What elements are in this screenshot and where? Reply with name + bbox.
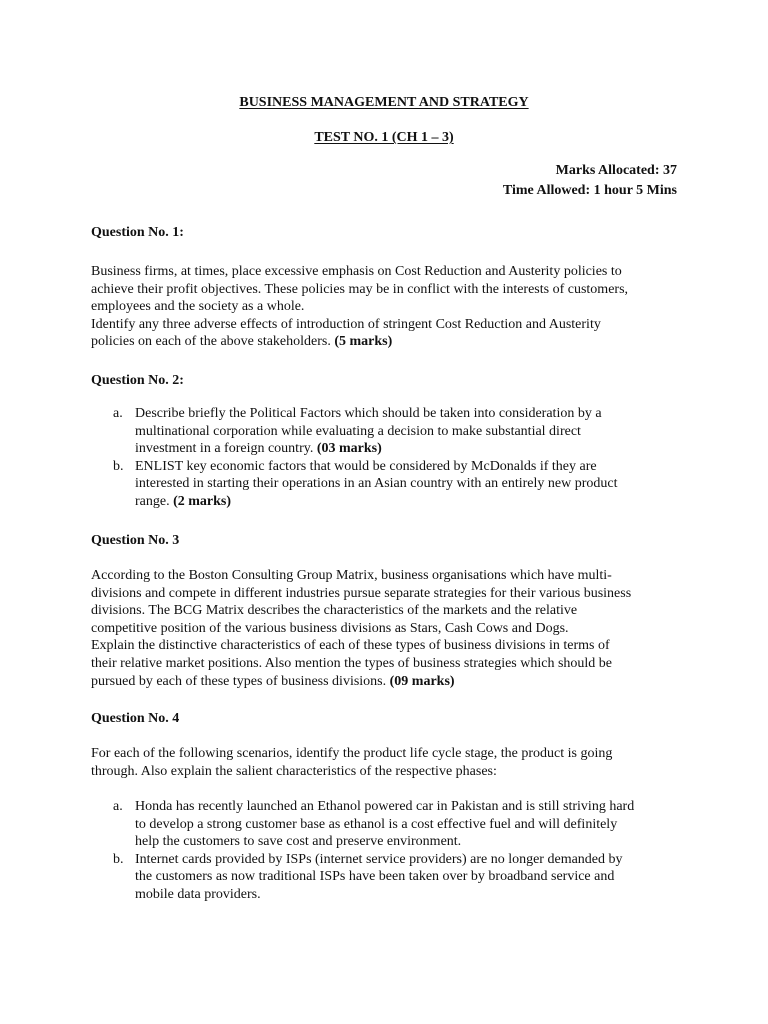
question-3-line: their relative market positions. Also mention the types of business strategies which should be	[91, 655, 613, 671]
question-1-body	[91, 263, 681, 351]
question-3-line	[91, 673, 681, 691]
question-4-line: For each of the following scenarios, identify the product life cycle stage, the product is going	[91, 746, 613, 761]
question-2b-marks: (2 marks)	[173, 493, 232, 509]
question-4-body	[91, 745, 681, 780]
question-1-heading: Question No. 1:	[91, 225, 184, 240]
list-marker: a.	[113, 406, 123, 421]
question-2-item-b	[113, 458, 673, 511]
question-4-item-b	[113, 851, 673, 904]
time-allowed: Time Allowed: 1 hour 5 Mins	[502, 183, 677, 198]
test-number: TEST NO. 1 (CH 1 – 3)	[314, 130, 454, 145]
question-3-line: According to the Boston Consulting Group Matrix, business organisations which have multi-	[91, 568, 612, 583]
list-marker: b.	[113, 458, 124, 474]
question-3-line: competitive position of the various business divisions as Stars, Cash Cows and Dogs.	[91, 620, 569, 636]
question-2a-line: multinational corporation while evaluating a decision to make substantial direct	[135, 423, 581, 439]
marks-allocated: Marks Allocated: 37	[555, 163, 677, 178]
question-3-line: Explain the distinctive characteristics of each of these types of business divisions in terms of	[91, 638, 610, 654]
question-3-line: divisions. The BCG Matrix describes the characteristics of the markets and the relative	[91, 603, 578, 619]
question-4-heading: Question No. 4	[91, 711, 180, 726]
question-1-line: Identify any three adverse effects of introduction of stringent Cost Reduction and Austerity	[91, 316, 601, 332]
question-2a-line	[135, 440, 673, 458]
question-1-line: Business firms, at times, place excessive emphasis on Cost Reduction and Austerity policies to	[91, 264, 622, 279]
question-2b-line	[135, 493, 673, 511]
question-2-heading: Question No. 2:	[91, 373, 184, 388]
question-2-item-a	[113, 405, 673, 458]
question-1-marks: (5 marks)	[334, 334, 393, 350]
question-2-list	[113, 405, 673, 511]
list-marker: b.	[113, 851, 124, 867]
question-1-text: policies on each of the above stakeholders.	[91, 334, 335, 350]
document-title: BUSINESS MANAGEMENT AND STRATEGY	[239, 95, 529, 110]
question-4-list	[113, 798, 673, 904]
question-2a-text: investment in a foreign country.	[135, 441, 317, 457]
question-3-text: pursued by each of these types of business divisions.	[91, 673, 390, 689]
list-marker: a.	[113, 799, 123, 814]
question-4-line: through. Also explain the salient characteristics of the respective phases:	[91, 763, 497, 779]
question-3-line: divisions and compete in different industries pursue separate strategies for their various business	[91, 585, 632, 601]
question-3-heading: Question No. 3	[91, 533, 180, 548]
question-2a-line: Describe briefly the Political Factors which should be taken into consideration by a	[135, 406, 602, 421]
question-3-marks: (09 marks)	[389, 673, 455, 689]
question-1-line	[91, 333, 681, 351]
question-1-line: employees and the society as a whole.	[91, 299, 305, 315]
question-2b-line: interested in starting their operations in an Asian country with an entirely new product	[135, 476, 618, 492]
question-2a-marks: (03 marks)	[316, 441, 382, 457]
question-4b-line: Internet cards provided by ISPs (internet service providers) are no longer demanded by	[135, 851, 623, 867]
question-4a-line: help the customers to save cost and preserve environment.	[135, 834, 462, 850]
question-2b-text: range.	[135, 493, 174, 509]
question-4b-line: mobile data providers.	[135, 886, 261, 902]
question-4a-line: to develop a strong customer base as ethanol is a cost effective fuel and will definitely	[135, 816, 618, 832]
question-1-line: achieve their profit objectives. These policies may be in conflict with the interests of customers,	[91, 281, 629, 297]
question-4b-line: the customers as now traditional ISPs have been taken over by broadband service and	[135, 869, 615, 885]
question-3-body	[91, 567, 681, 690]
question-2b-line: ENLIST key economic factors that would be considered by McDonalds if they are	[135, 458, 597, 474]
question-4-item-a	[113, 798, 673, 851]
question-4a-line: Honda has recently launched an Ethanol powered car in Pakistan and is still striving hard	[135, 799, 635, 814]
